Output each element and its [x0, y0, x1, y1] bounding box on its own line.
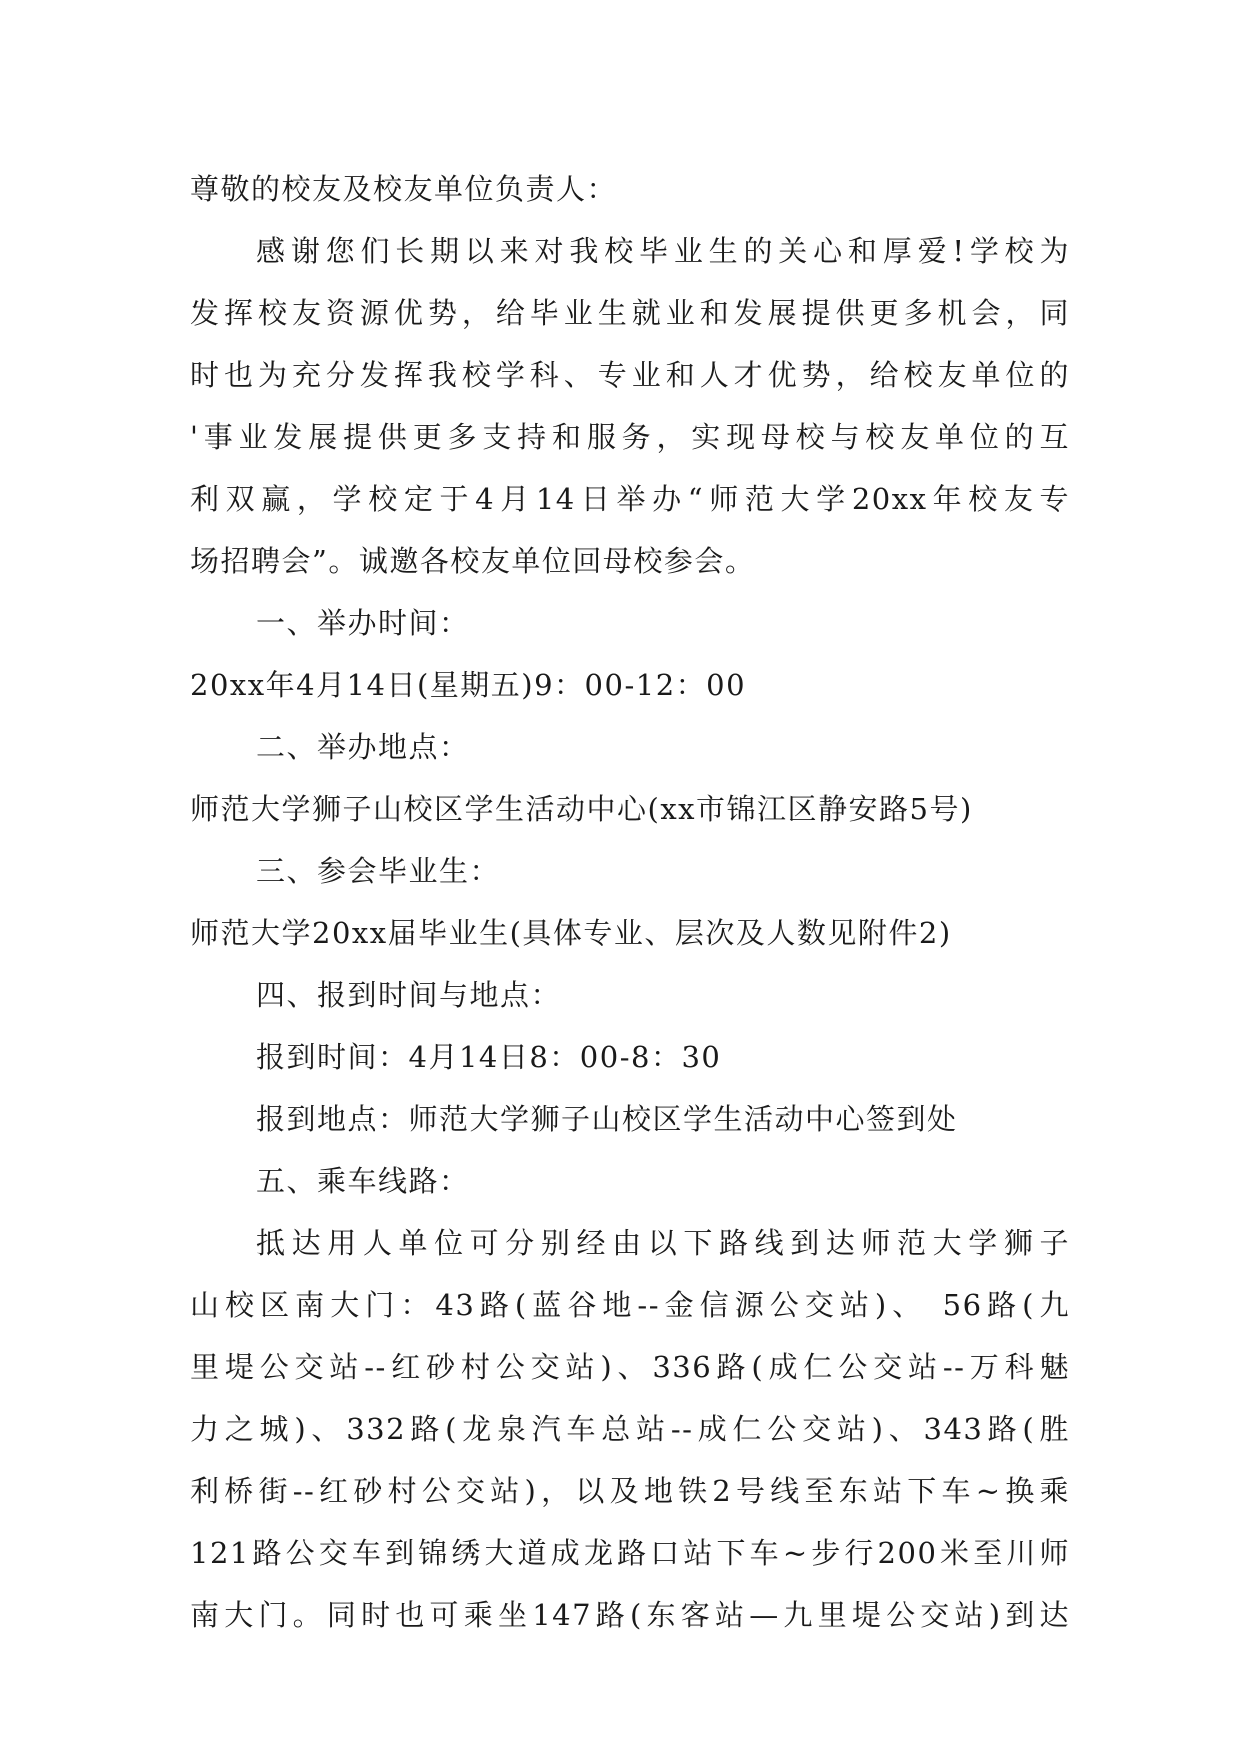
route-line-5: 利桥街--红砂村公交站)，以及地铁2号线至东站下车~换乘: [190, 1474, 1070, 1508]
section-2-content: 师范大学狮子山校区学生活动中心(xx市锦江区静安路5号): [190, 792, 973, 826]
intro-line-4: '事业发展提供更多支持和服务，实现母校与校友单位的互: [190, 420, 1070, 454]
route-line-4: 力之城)、332路(龙泉汽车总站--成仁公交站)、343路(胜: [190, 1412, 1070, 1446]
route-line-2: 山校区南大门：43路(蓝谷地--金信源公交站)、 56路(九: [190, 1288, 1070, 1322]
section-4-heading: 四、报到时间与地点：: [256, 978, 562, 1012]
route-line-3: 里堤公交站--红砂村公交站)、336路(成仁公交站--万科魅: [190, 1350, 1070, 1384]
section-4-time: 报到时间：4月14日8：00-8：30: [256, 1040, 722, 1074]
salutation: 尊敬的校友及校友单位负责人：: [190, 172, 618, 206]
intro-line-5: 利双赢，学校定于4月14日举办“师范大学20xx年校友专: [190, 482, 1070, 516]
section-4-place: 报到地点：师范大学狮子山校区学生活动中心签到处: [256, 1102, 958, 1136]
section-1-content: 20xx年4月14日(星期五)9：00-12：00: [190, 668, 747, 702]
intro-line-1: 感谢您们长期以来对我校毕业生的关心和厚爱!学校为: [256, 234, 1070, 268]
section-1-heading: 一、举办时间：: [256, 606, 470, 640]
section-3-heading: 三、参会毕业生：: [256, 854, 501, 888]
section-3-content: 师范大学20xx届毕业生(具体专业、层次及人数见附件2): [190, 916, 952, 950]
route-line-1: 抵达用人单位可分别经由以下路线到达师范大学狮子: [256, 1226, 1070, 1260]
route-line-7: 南大门。同时也可乘坐147路(东客站—九里堤公交站)到达: [190, 1598, 1070, 1632]
section-2-heading: 二、举办地点：: [256, 730, 470, 764]
route-line-6: 121路公交车到锦绣大道成龙路口站下车~步行200米至川师: [190, 1536, 1070, 1570]
intro-line-2: 发挥校友资源优势，给毕业生就业和发展提供更多机会，同: [190, 296, 1070, 330]
intro-line-3: 时也为充分发挥我校学科、专业和人才优势，给校友单位的: [190, 358, 1070, 392]
section-5-heading: 五、乘车线路：: [256, 1164, 470, 1198]
document-body: [190, 158, 1070, 1646]
intro-line-6: 场招聘会”。诚邀各校友单位回母校参会。: [190, 544, 756, 578]
